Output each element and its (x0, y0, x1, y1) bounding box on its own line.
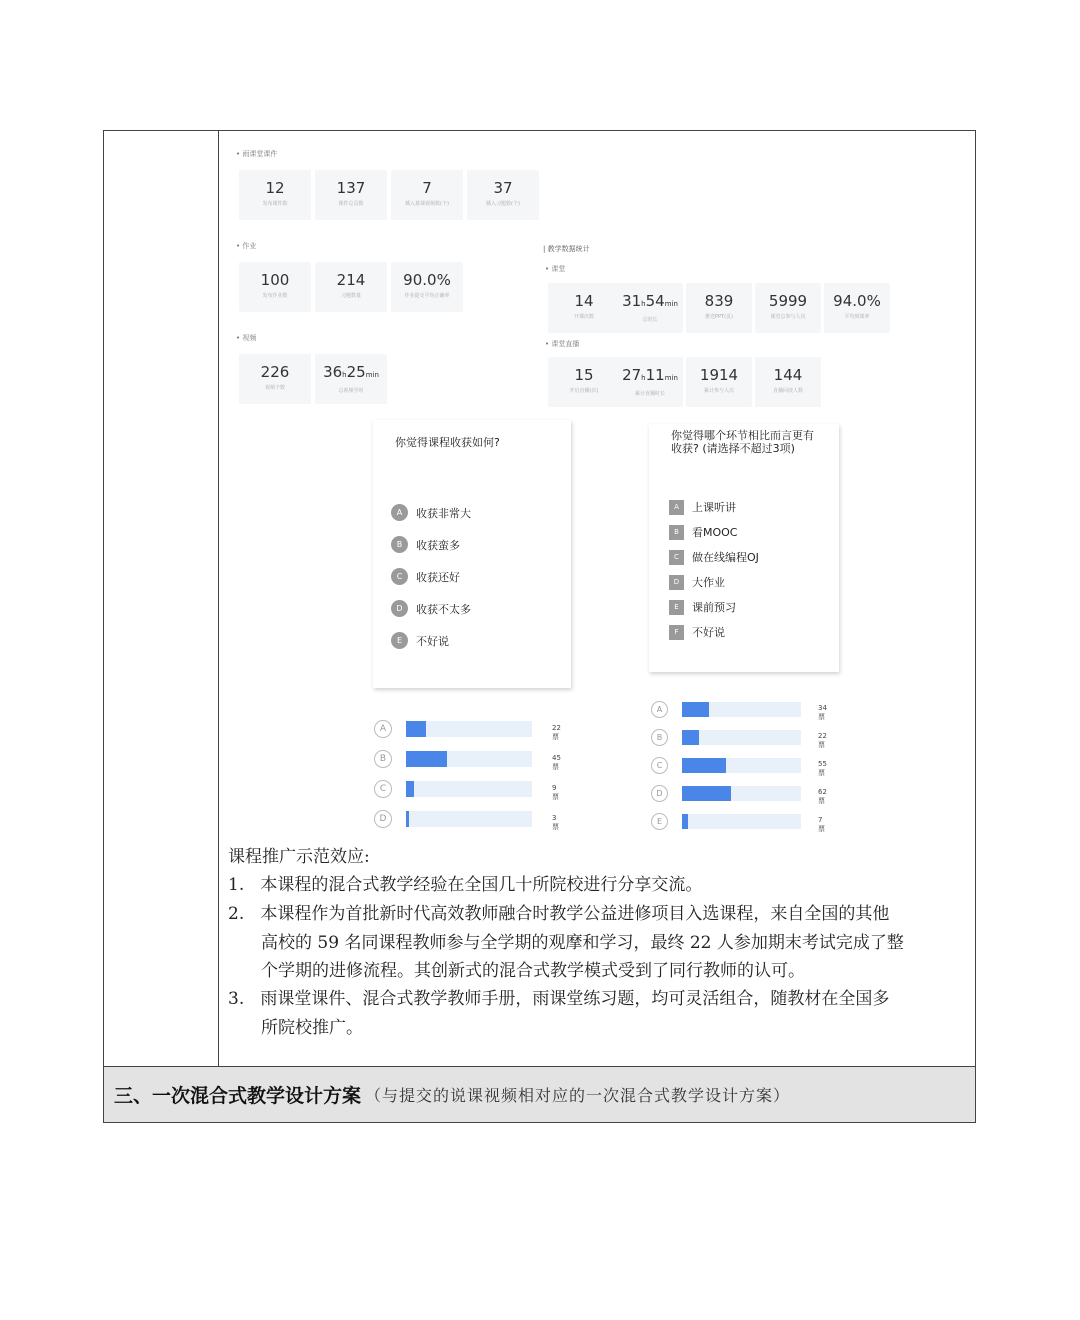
survey-option-b[interactable] (669, 524, 738, 540)
survey-option-d[interactable] (669, 574, 725, 590)
promo-line: 3. 雨课堂课件、混合式教学教师手册，雨课堂练习题，均可灵活组合，随教材在全国多 (228, 989, 890, 1009)
survey-card-harvest (373, 420, 571, 688)
survey-question-line1: 你觉得哪个环节相比而言更有 (671, 429, 814, 442)
stat-card-homework-count (239, 262, 311, 312)
teaching-stats-title: | 教学数据统计 (543, 245, 590, 253)
stat-value: 100 (260, 271, 290, 289)
stat-caption: 发布作业数 (262, 293, 288, 299)
result-bar-fill (682, 702, 709, 717)
result-count: 45票 (552, 754, 561, 771)
stat-card-replay-viewers (755, 357, 821, 407)
result-bar-track (682, 730, 801, 745)
stat-card-class-sessions (548, 283, 620, 333)
stat-caption: 习题数量 (340, 293, 361, 299)
option-letter-b: B (391, 536, 408, 553)
result-bar-fill (406, 751, 447, 767)
stat-caption: 累计参与人次 (703, 388, 734, 394)
stat-value: 27h11min (622, 366, 678, 384)
promo-heading: 课程推广示范效应: (228, 847, 370, 867)
result-bar-track (406, 721, 532, 737)
stat-value: 37 (493, 179, 513, 197)
option-text: 收获非常大 (416, 506, 471, 520)
option-letter-c: C (391, 568, 408, 585)
option-letter-d: D (669, 575, 684, 590)
stat-caption: 直播回放人数 (772, 388, 803, 394)
result-bar-track (406, 811, 532, 827)
stat-caption: 插入慕课视频数(个) (405, 201, 449, 207)
survey-question: 你觉得课程收获如何? (395, 436, 500, 449)
option-text: 收获蛮多 (416, 538, 460, 552)
result-letter: D (651, 785, 668, 802)
result-bar-fill (406, 721, 426, 737)
stat-card-live-duration (617, 357, 683, 407)
survey-option-d[interactable] (391, 600, 471, 617)
option-letter-b: B (669, 525, 684, 540)
stat-value: 1914 (699, 366, 739, 384)
stat-value: 214 (336, 271, 366, 289)
stat-caption: 开启直播(次) (569, 388, 599, 394)
option-letter-a: A (391, 504, 408, 521)
survey-option-b[interactable] (391, 536, 460, 553)
stat-caption: 视频个数 (264, 385, 285, 391)
stat-card-question-count (315, 262, 387, 312)
result-count: 7票 (818, 816, 825, 833)
option-text: 收获不太多 (416, 602, 471, 616)
option-letter-e: E (391, 632, 408, 649)
stat-value: 226 (260, 363, 290, 381)
result-bar-track (682, 814, 801, 829)
option-text: 课前预习 (692, 601, 736, 614)
stat-card-accuracy (391, 262, 463, 312)
promo-line: 2. 本课程作为首批新时代高效教师融合时教学公益进修项目入选课程，来自全国的其他 (228, 904, 890, 924)
stat-caption: 平均到课率 (844, 314, 870, 320)
result-letter: A (374, 720, 392, 738)
stat-card-courseware-pages (315, 170, 387, 220)
promo-line: 所院校推广。 (261, 1018, 363, 1038)
stat-card-exercises (467, 170, 539, 220)
courseware-group-label: • 雨课堂课件 (236, 150, 278, 158)
option-text: 上课听讲 (692, 501, 736, 514)
survey-option-c[interactable] (391, 568, 460, 585)
result-count: 22票 (818, 732, 827, 749)
stat-card-live-sessions (548, 357, 620, 407)
survey-card-activities (649, 424, 839, 672)
option-text: 不好说 (692, 626, 725, 639)
stat-caption: 课件总页数 (338, 201, 364, 207)
stat-card-class-duration (617, 283, 683, 333)
option-letter-e: E (669, 600, 684, 615)
survey-option-f[interactable] (669, 624, 725, 640)
stat-value: 839 (704, 292, 734, 310)
result-bar-fill (682, 730, 699, 745)
survey-option-a[interactable] (391, 504, 471, 521)
survey-option-a[interactable] (669, 499, 736, 515)
video-group-label: • 视频 (236, 334, 257, 342)
survey-question-line2: 收获? (请选择不超过3项) (671, 442, 795, 455)
left-column (104, 131, 219, 1067)
survey-option-c[interactable] (669, 549, 759, 565)
result-letter: E (651, 813, 668, 830)
result-count: 3票 (552, 814, 559, 831)
result-bar-fill (682, 814, 688, 829)
result-bar-fill (682, 786, 731, 801)
stat-caption: 发布课件数 (262, 201, 288, 207)
result-bar-track (682, 702, 801, 717)
survey-option-e[interactable] (669, 599, 736, 615)
result-bar-fill (682, 758, 726, 773)
result-count: 62票 (818, 788, 827, 805)
promo-line: 个学期的进修流程。其创新式的混合式教学模式受到了同行教师的认可。 (261, 961, 805, 981)
option-letter-f: F (669, 625, 684, 640)
option-text: 大作业 (692, 576, 725, 589)
section-header-row (104, 1066, 975, 1122)
option-letter-d: D (391, 600, 408, 617)
stat-caption: 总时长 (642, 317, 658, 323)
result-count: 34票 (818, 704, 827, 721)
result-count: 22票 (552, 724, 561, 741)
stat-card-attendance (824, 283, 890, 333)
result-bar-fill (406, 811, 409, 827)
section-title: 三、一次混合式教学设计方案 (114, 1085, 362, 1107)
result-letter: D (374, 810, 392, 828)
option-letter-c: C (669, 550, 684, 565)
stat-caption: 推送PPT(页) (705, 314, 733, 320)
result-letter: B (651, 729, 668, 746)
result-count: 9票 (552, 784, 559, 801)
option-text: 不好说 (416, 634, 449, 648)
stat-card-live-participants (686, 357, 752, 407)
result-letter: A (651, 701, 668, 718)
stat-value: 15 (574, 366, 594, 384)
class-group-label: • 课堂 (545, 265, 566, 273)
stat-value: 7 (422, 179, 432, 197)
section-note: （与提交的说课视频相对应的一次混合式教学设计方案） (365, 1086, 791, 1105)
stat-card-ppt-pages (686, 283, 752, 333)
result-letter: C (651, 757, 668, 774)
stat-value: 90.0% (403, 271, 451, 289)
stat-caption: 累计直播时长 (634, 391, 665, 397)
promo-line: 1. 本课程的混合式教学经验在全国几十所院校进行分享交流。 (228, 875, 703, 895)
stat-value: 36h25min (323, 363, 379, 381)
stat-caption: 开课次数 (573, 314, 594, 320)
promo-line: 高校的 59 名同课程教师参与全学期的观摩和学习，最终 22 人参加期末考试完成了整 (261, 933, 904, 953)
result-count: 55票 (818, 760, 827, 777)
live-group-label: • 课堂直播 (545, 340, 580, 348)
option-letter-a: A (669, 500, 684, 515)
stat-caption: 总视频学时 (338, 388, 364, 394)
stat-value: 14 (574, 292, 594, 310)
result-letter: C (374, 780, 392, 798)
result-bar-track (406, 781, 532, 797)
stat-value: 5999 (768, 292, 808, 310)
result-bar-track (682, 758, 801, 773)
survey-option-e[interactable] (391, 632, 449, 649)
stat-card-mooc-videos (391, 170, 463, 220)
result-bar-track (406, 751, 532, 767)
stat-card-video-count (239, 354, 311, 404)
stat-value: 144 (773, 366, 803, 384)
option-text: 看MOOC (692, 526, 738, 539)
homework-group-label: • 作业 (236, 242, 257, 250)
stat-value: 137 (336, 179, 366, 197)
option-text: 收获还好 (416, 570, 460, 584)
stat-caption: 作业提交平均正确率 (404, 293, 450, 299)
result-bar-fill (406, 781, 414, 797)
result-bar-track (682, 786, 801, 801)
stat-card-courseware-count (239, 170, 311, 220)
stat-value: 94.0% (833, 292, 881, 310)
stat-caption: 插入习题数(个) (486, 201, 520, 207)
stat-value: 31h54min (622, 292, 678, 310)
stat-caption: 课堂总参与人次 (770, 314, 806, 320)
result-letter: B (374, 750, 392, 768)
option-text: 做在线编程OJ (692, 551, 759, 564)
stat-card-video-hours (315, 354, 387, 404)
stat-value: 12 (265, 179, 285, 197)
stat-card-participation (755, 283, 821, 333)
